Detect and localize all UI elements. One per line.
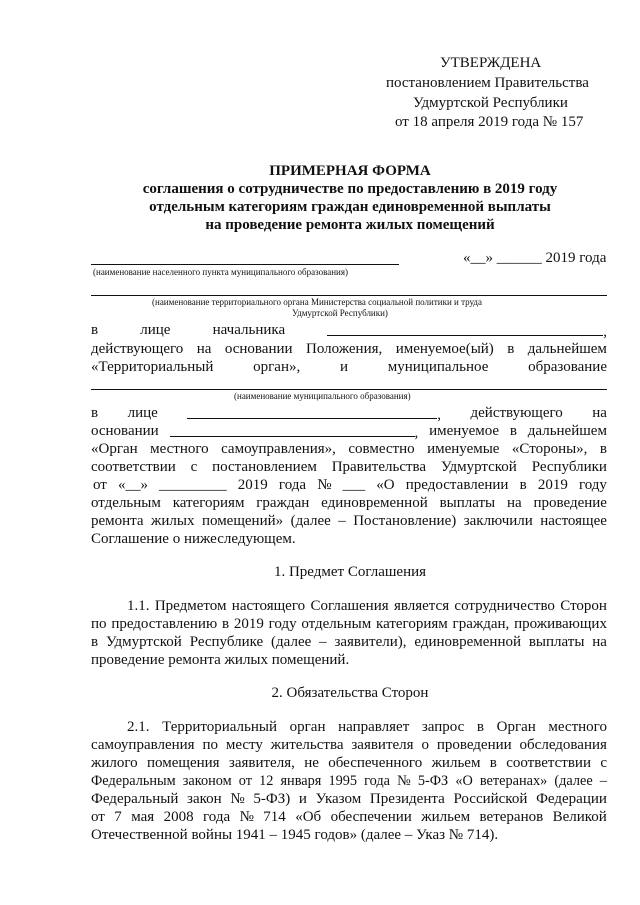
approval-line-2: Удмуртской Республики: [413, 95, 568, 111]
preamble-row-2: действующего на основании Положения, именуемое(ый) в дальнейшем: [91, 341, 607, 357]
section-2-row-2: самоуправления по месту жительства заявителя о проведении обследования: [91, 737, 607, 753]
form-subtitle-3: на проведение ремонта жилых помещений: [205, 217, 495, 233]
preamble-row-9: отдельным категориям граждан единовременной выплаты на проведение: [91, 495, 607, 511]
date-field[interactable]: «__» ______ 2019 года: [463, 250, 607, 266]
approval-line-1: постановлением Правительства: [386, 75, 589, 91]
municipality-caption: (наименование муниципального образования): [234, 391, 411, 401]
place-caption: (наименование населенного пункта муниципального образования): [93, 267, 349, 277]
preamble-row-11: Соглашение о нижеследующем.: [91, 531, 296, 547]
form-subtitle-1: соглашения о сотрудничестве по предоставлению в 2019 году: [142, 181, 558, 197]
place-line[interactable]: [91, 264, 399, 265]
section-2-row-5: Федеральный закон № 5-ФЗ) и Указом Президента Российской Федерации: [91, 791, 607, 807]
section-1-row-4: проведение ремонта жилых помещений.: [91, 652, 350, 668]
organ-line[interactable]: [91, 295, 607, 296]
representative-field[interactable]: [187, 405, 437, 419]
section-1-row-1: 1.1. Предметом настоящего Соглашения является сотрудничество Сторон: [127, 598, 607, 614]
preamble-row-1: в лице начальника ,: [91, 322, 607, 340]
preamble-row-7: соответствии с постановлением Правительства Удмуртской Республики: [91, 459, 607, 475]
preamble-row-3: «Территориальный орган», и муниципальное образование: [91, 359, 607, 375]
preamble-row-4: в лице , действующего на: [91, 405, 607, 423]
section-2-row-7: Отечественной войны 1941 – 1945 годов» (далее – Указ № 714).: [91, 827, 499, 843]
form-title: ПРИМЕРНАЯ ФОРМА: [269, 163, 431, 179]
approval-title: УТВЕРЖДЕНА: [440, 55, 542, 71]
section-2-row-6: от 7 мая 2008 года № 714 «Об обеспечении жильем ветеранов Великой: [91, 809, 607, 825]
head-name-field[interactable]: [327, 322, 603, 336]
approval-line-3: от 18 апреля 2019 года № 157: [395, 114, 584, 130]
preamble-row-5: основании , именуемое в дальнейшем: [91, 423, 607, 441]
section-1-row-3: в Удмуртской Республике (далее – заявители), единовременной выплаты на: [91, 634, 607, 650]
section-2-row-3: жилого помещения заявителя, не обеспеченного жильем в соответствии с: [91, 755, 607, 771]
preamble-row-6: «Орган местного самоуправления», совместно именуемые «Стороны», в: [91, 441, 607, 457]
section-1-row-2: по предоставлению в 2019 году отдельным категориям граждан, проживающих: [91, 616, 607, 632]
organ-caption-1: (наименование территориального органа Министерства социальной политики и труда: [152, 297, 483, 307]
section-2-row-1: 2.1. Территориальный орган направляет запрос в Орган местного: [127, 719, 607, 735]
preamble-row-10: ремонта жилых помещений» (далее – Постановление) заключили настоящее: [91, 513, 607, 529]
basis-field[interactable]: [170, 423, 415, 437]
form-subtitle-2: отдельным категориям граждан единовременной выплаты: [149, 199, 551, 215]
organ-caption-2: Удмуртской Республики): [292, 308, 388, 318]
section-2-title: 2. Обязательства Сторон: [271, 685, 429, 701]
municipality-line[interactable]: [91, 389, 607, 390]
section-1-title: 1. Предмет Соглашения: [273, 564, 427, 580]
preamble-row-8: от «__» _________ 2019 года № ___ «О предоставлении в 2019 году: [93, 477, 607, 493]
section-2-row-4: Федеральным законом от 12 января 1995 года № 5-ФЗ «О ветеранах» (далее –: [91, 773, 607, 789]
